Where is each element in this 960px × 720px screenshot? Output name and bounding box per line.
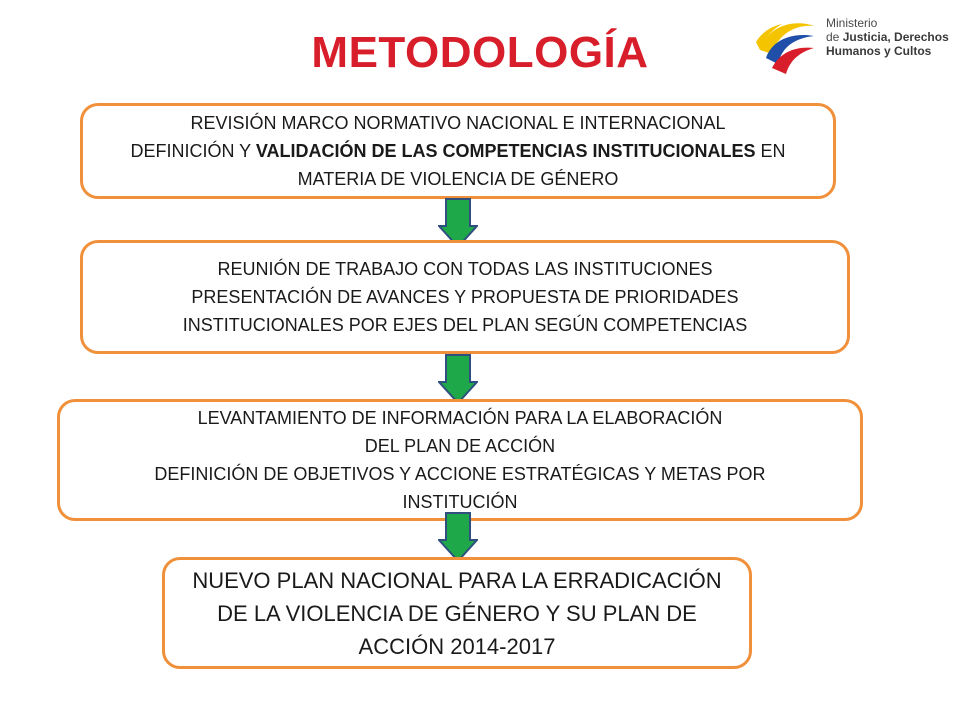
step-3-line-2: DEL PLAN DE ACCIÓN: [364, 436, 556, 456]
step-2-line-3: INSTITUCIONALES POR EJES DEL PLAN SEGÚN COMPETENCIAS: [182, 315, 748, 335]
step-2-line-2: PRESENTACIÓN DE AVANCES Y PROPUESTA DE PRIORIDADES: [191, 287, 739, 307]
down-arrow-icon: [438, 512, 478, 562]
step-box-3: [57, 399, 863, 521]
ministry-logo: [752, 10, 952, 80]
step-1-line-3: MATERIA DE VIOLENCIA DE GÉNERO: [297, 169, 619, 189]
step-box-4: [162, 557, 752, 669]
step-2-line-1: REUNIÓN DE TRABAJO CON TODAS LAS INSTITUCIONES: [217, 259, 713, 279]
step-4-line-1: NUEVO PLAN NACIONAL PARA LA ERRADICACIÓN: [192, 567, 722, 593]
step-4-line-3: ACCIÓN 2014-2017: [358, 633, 556, 659]
step-box-1: [80, 103, 836, 199]
step-1-line-1: REVISIÓN MARCO NORMATIVO NACIONAL E INTERNACIONAL: [190, 113, 726, 133]
step-3-line-1: LEVANTAMIENTO DE INFORMACIÓN PARA LA ELABORACIÓN: [197, 408, 723, 428]
step-box-2: [80, 240, 850, 354]
down-arrow-icon: [438, 354, 478, 404]
step-3-line-3: DEFINICIÓN DE OBJETIVOS Y ACCIONE ESTRATÉGICAS Y METAS POR: [154, 464, 766, 484]
page-title: METODOLOGÍA: [311, 28, 649, 77]
step-4-line-2: DE LA VIOLENCIA DE GÉNERO Y SU PLAN DE: [217, 600, 697, 626]
step-3-line-4: INSTITUCIÓN: [402, 492, 518, 512]
logo-text: Ministerio de Justicia, Derechos Humanos y Cultos: [826, 16, 949, 58]
step-1-line-2: DEFINICIÓN Y VALIDACIÓN DE LAS COMPETENCIAS INSTITUCIONALES EN: [130, 141, 786, 161]
ecuador-flag-swirl-icon: [752, 10, 822, 80]
